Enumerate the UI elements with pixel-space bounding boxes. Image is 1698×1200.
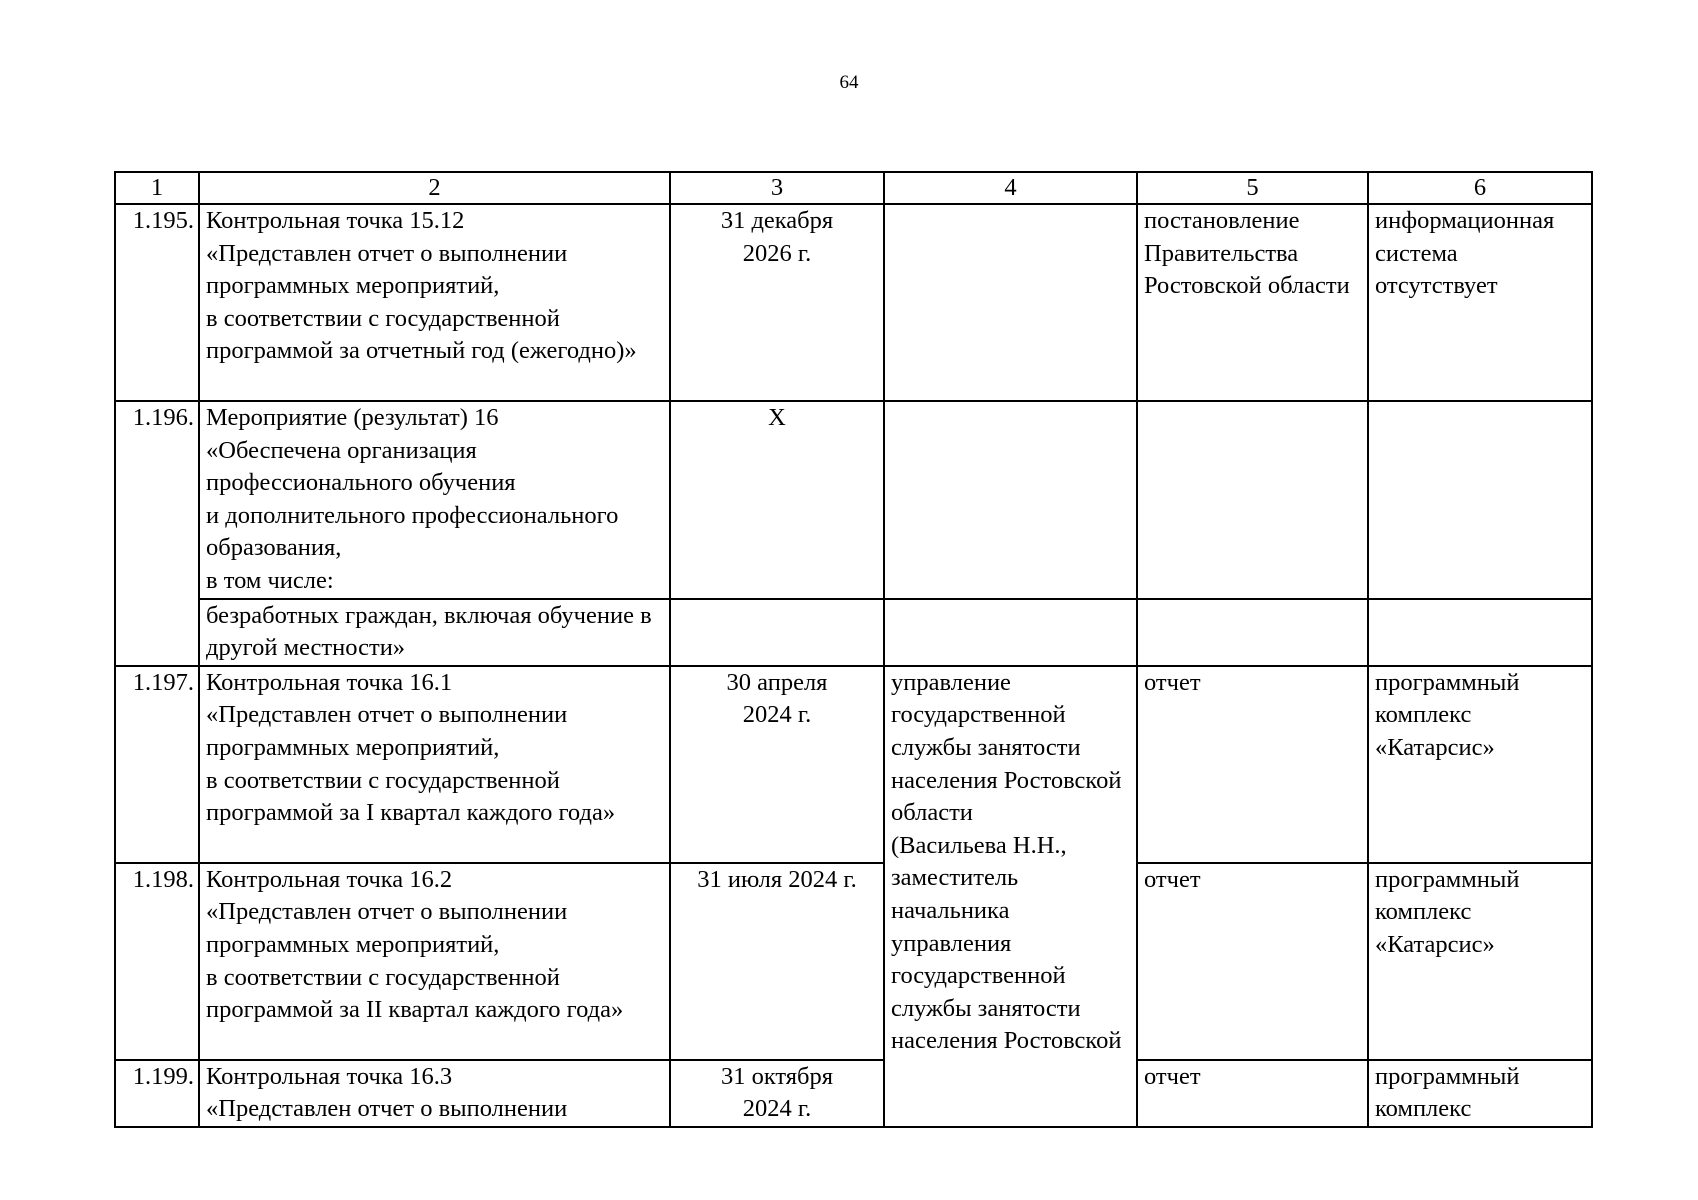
row-number: 1.198. <box>115 863 199 1060</box>
row-description: Контрольная точка 16.2 «Представлен отчет о выполнении программных мероприятий, в соответствии с государственной программой за II квартал каждого года» <box>199 863 670 1060</box>
row-document: отчет <box>1137 1060 1368 1127</box>
row-description: Мероприятие (результат) 16 «Обеспечена организация профессионального обучения и дополнительного профессионального образования, в том числе: <box>199 401 670 599</box>
header-cell-3: 3 <box>670 172 884 204</box>
row-description: Контрольная точка 16.3 «Представлен отчет о выполнении <box>199 1060 670 1127</box>
row-system <box>1368 599 1592 666</box>
table-row <box>115 599 1592 666</box>
page-number: 64 <box>839 72 859 93</box>
row-responsible <box>884 401 1137 599</box>
row-document: отчет <box>1137 863 1368 1060</box>
row-date: 31 октября 2024 г. <box>670 1060 884 1127</box>
row-number: 1.199. <box>115 1060 199 1127</box>
row-document: постановление Правительства Ростовской области <box>1137 204 1368 401</box>
row-system: информационная система отсутствует <box>1368 204 1592 401</box>
row-date: X <box>670 401 884 599</box>
table-row <box>115 666 1592 863</box>
row-system: программный комплекс «Катарсис» <box>1368 863 1592 1060</box>
row-description: Контрольная точка 15.12 «Представлен отчет о выполнении программных мероприятий, в соответствии с государственной программой за отчетный год (ежегодно)» <box>199 204 670 401</box>
row-document <box>1137 599 1368 666</box>
row-description: Контрольная точка 16.1 «Представлен отчет о выполнении программных мероприятий, в соответствии с государственной программой за I квартал каждого года» <box>199 666 670 863</box>
row-date <box>670 599 884 666</box>
table-row <box>115 401 1592 599</box>
control-points-table <box>114 171 1593 1128</box>
row-number: 1.196. <box>115 401 199 666</box>
row-number: 1.195. <box>115 204 199 401</box>
header-cell-2: 2 <box>199 172 670 204</box>
row-system <box>1368 401 1592 599</box>
row-date: 31 июля 2024 г. <box>670 863 884 1060</box>
table-row <box>115 204 1592 401</box>
row-date: 30 апреля 2024 г. <box>670 666 884 863</box>
header-cell-1: 1 <box>115 172 199 204</box>
row-date: 31 декабря 2026 г. <box>670 204 884 401</box>
row-responsible <box>884 599 1137 666</box>
row-responsible <box>884 204 1137 401</box>
row-system: программный комплекс <box>1368 1060 1592 1127</box>
row-system: программный комплекс «Катарсис» <box>1368 666 1592 863</box>
table-row <box>115 1060 1592 1127</box>
table-row <box>115 863 1592 1060</box>
row-number: 1.197. <box>115 666 199 863</box>
row-document <box>1137 401 1368 599</box>
merged-responsible-cell: управление государственной службы занятости населения Ростовской области (Васильева Н.Н., заместитель начальника управления государственной службы занятости населения Ростовской <box>884 666 1137 1127</box>
header-cell-5: 5 <box>1137 172 1368 204</box>
header-cell-6: 6 <box>1368 172 1592 204</box>
row-document: отчет <box>1137 666 1368 863</box>
table-header-row <box>115 172 1592 204</box>
row-description-continued: безработных граждан, включая обучение в другой местности» <box>199 599 670 666</box>
header-cell-4: 4 <box>884 172 1137 204</box>
